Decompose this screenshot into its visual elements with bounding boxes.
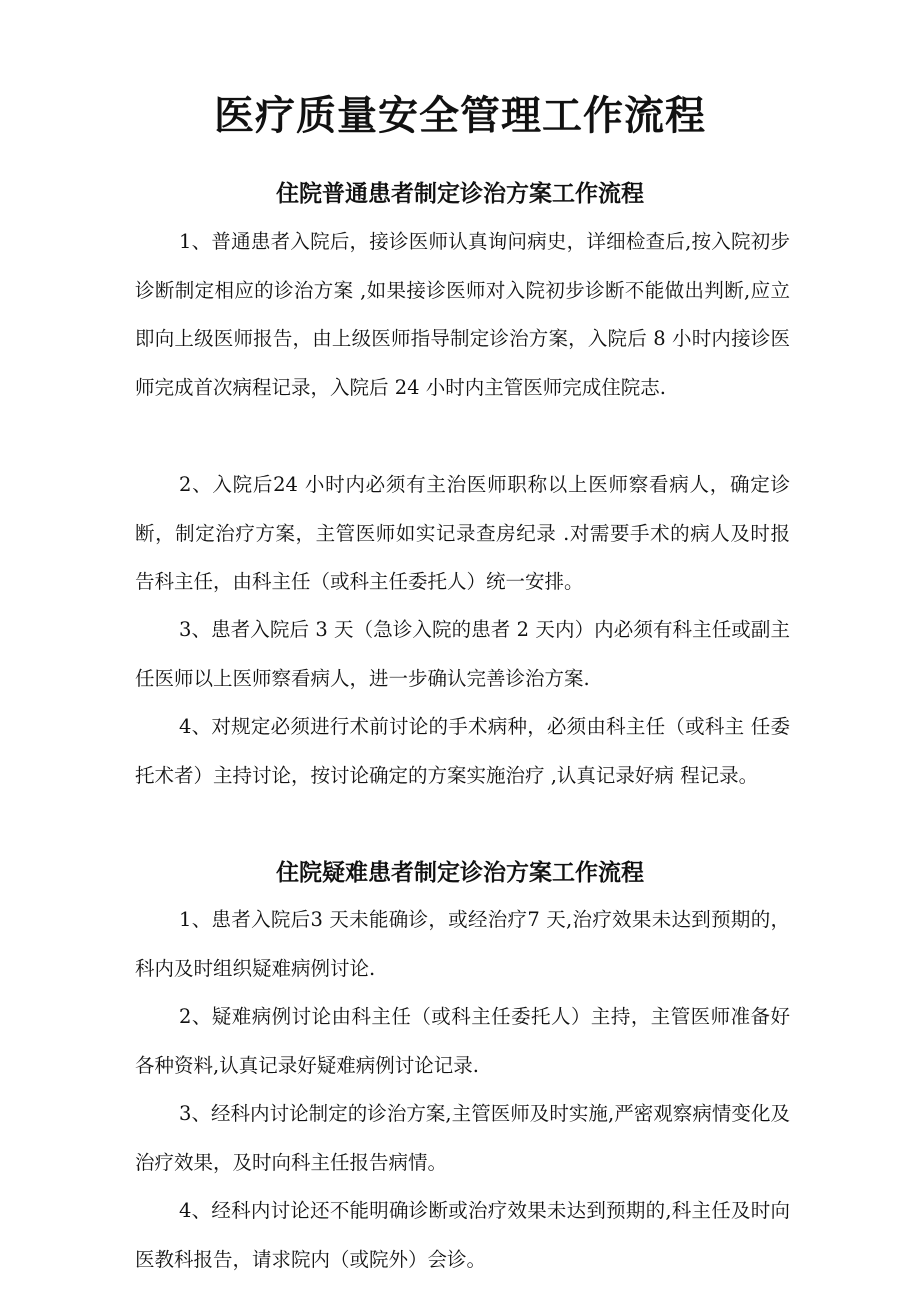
paragraph-regular-2: 2、入院后24 小时内必须有主治医师职称以上医师察看病人，确定诊断，制定治疗方案，主管医师如实记录查房纪录 .对需要手术的病人及时报告科主任，由科主任（或科主任委托人）统一安排。	[135, 473, 790, 593]
paragraph-regular-1: 1、普通患者入院后，接诊医师认真询问病史，详细检查后,按入院初步诊断制定相应的诊治方案 ,如果接诊医师对入院初步诊断不能做出判断,应立即向上级医师报告，由上级医师指导制定诊治方案，入院后 8 小时内接诊医师完成首次病程记录，入院后 24 小时内主管医师完成住院志.	[135, 230, 790, 399]
paragraph-difficult-1: 1、患者入院后3 天未能确诊，或经治疗7 天,治疗效果未达到预期的，科内及时组织疑难病例讨论.	[135, 908, 790, 980]
paragraph-difficult-4: 4、经科内讨论还不能明确诊断或治疗效果未达到预期的,科主任及时向医教科报告，请求院内（或院外）会诊。	[135, 1199, 790, 1271]
paragraph-difficult-3: 3、经科内讨论制定的诊治方案,主管医师及时实施,严密观察病情变化及治疗效果，及时向科主任报告病情。	[135, 1102, 790, 1174]
paragraph-difficult-2: 2、疑难病例讨论由科主任（或科主任委托人）主持，主管医师准备好各种资料,认真记录好疑难病例讨论记录.	[135, 1005, 790, 1077]
section-heading-regular-patients: 住院普通患者制定诊治方案工作流程	[276, 180, 644, 207]
document-title: 医疗质量安全管理工作流程	[214, 92, 706, 139]
paragraph-regular-4: 4、对规定必须进行术前讨论的手术病种，必须由科主任（或科主 任委托术者）主持讨论，按讨论确定的方案实施治疗 ,认真记录好病 程记录。	[135, 715, 790, 787]
section-heading-difficult-patients: 住院疑难患者制定诊治方案工作流程	[276, 859, 644, 886]
paragraph-regular-3: 3、患者入院后 3 天（急诊入院的患者 2 天内）内必须有科主任或副主任医师以上医师察看病人，进一步确认完善诊治方案.	[135, 618, 790, 690]
